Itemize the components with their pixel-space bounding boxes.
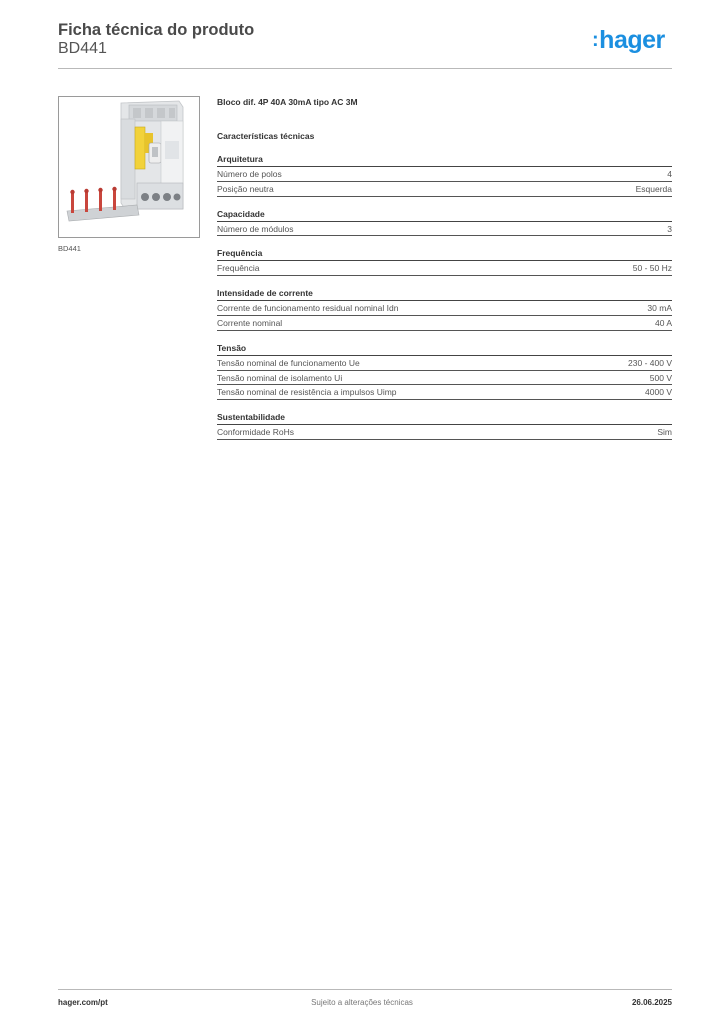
spec-label: Posição neutra [217,183,274,194]
spec-label: Tensão nominal de funcionamento Ue [217,357,360,368]
section-heading: Frequência [217,248,672,261]
spec-label: Tensão nominal de isolamento Ui [217,372,343,383]
footer-note: Sujeito a alterações técnicas [311,998,413,1007]
hager-logo [592,27,665,55]
spec-row [217,316,672,331]
section-sustentabilidade [217,412,672,440]
image-caption: BD441 [58,244,81,253]
section-arquitetura [217,154,672,197]
product-details [217,96,672,440]
spec-row [217,182,672,197]
product-image [58,96,200,238]
product-image-icon [59,97,199,237]
spec-label: Corrente de funcionamento residual nominal Idn [217,303,399,314]
spec-value: 3 [667,223,672,234]
footer-date: 26.06.2025 [631,998,672,1007]
section-heading: Sustentabilidade [217,412,672,425]
logo-text: hager [599,26,665,54]
spec-row [217,371,672,386]
footer-divider [58,989,672,990]
spec-row [217,222,672,237]
section-capacidade [217,209,672,237]
footer-website[interactable]: hager.com/pt [58,998,108,1007]
logo-dots-icon: : [592,29,599,51]
section-heading: Capacidade [217,209,672,222]
spec-row [217,385,672,400]
spec-value: 4 [667,169,672,179]
spec-value: 500 V [649,372,672,383]
spec-label: Corrente nominal [217,317,283,328]
section-frequ-ncia [217,248,672,276]
section-tens-o [217,343,672,400]
product-reference: BD441 [58,40,107,57]
spec-value: Sim [657,427,672,438]
characteristics-heading: Características técnicas [217,131,315,141]
spec-row [217,261,672,276]
spec-label: Tensão nominal de resistência a impulsos Uimp [217,387,397,398]
spec-value: 50 - 50 Hz [632,263,672,274]
section-intensidade-de-corrente [217,288,672,331]
product-title: Bloco dif. 4P 40A 30mA tipo AC 3M [217,97,358,107]
spec-label: Frequência [217,263,260,274]
spec-value: 4000 V [645,387,672,398]
spec-row [217,356,672,371]
spec-value: 40 A [654,317,672,328]
spec-value: 230 - 400 V [628,357,672,368]
spec-row [217,167,672,182]
spec-value: 30 mA [647,303,672,314]
section-heading: Arquitetura [217,154,672,167]
spec-label: Número de módulos [217,223,294,234]
spec-value: Esquerda [635,183,672,194]
characteristics-sections [217,154,672,440]
spec-row [217,301,672,316]
spec-label: Número de polos [217,169,282,179]
spec-label: Conformidade RoHs [217,427,295,438]
header-divider [58,68,672,69]
section-heading: Tensão [217,343,672,356]
spec-row [217,425,672,440]
section-heading: Intensidade de corrente [217,288,672,301]
page-title: Ficha técnica do produto [58,21,255,39]
